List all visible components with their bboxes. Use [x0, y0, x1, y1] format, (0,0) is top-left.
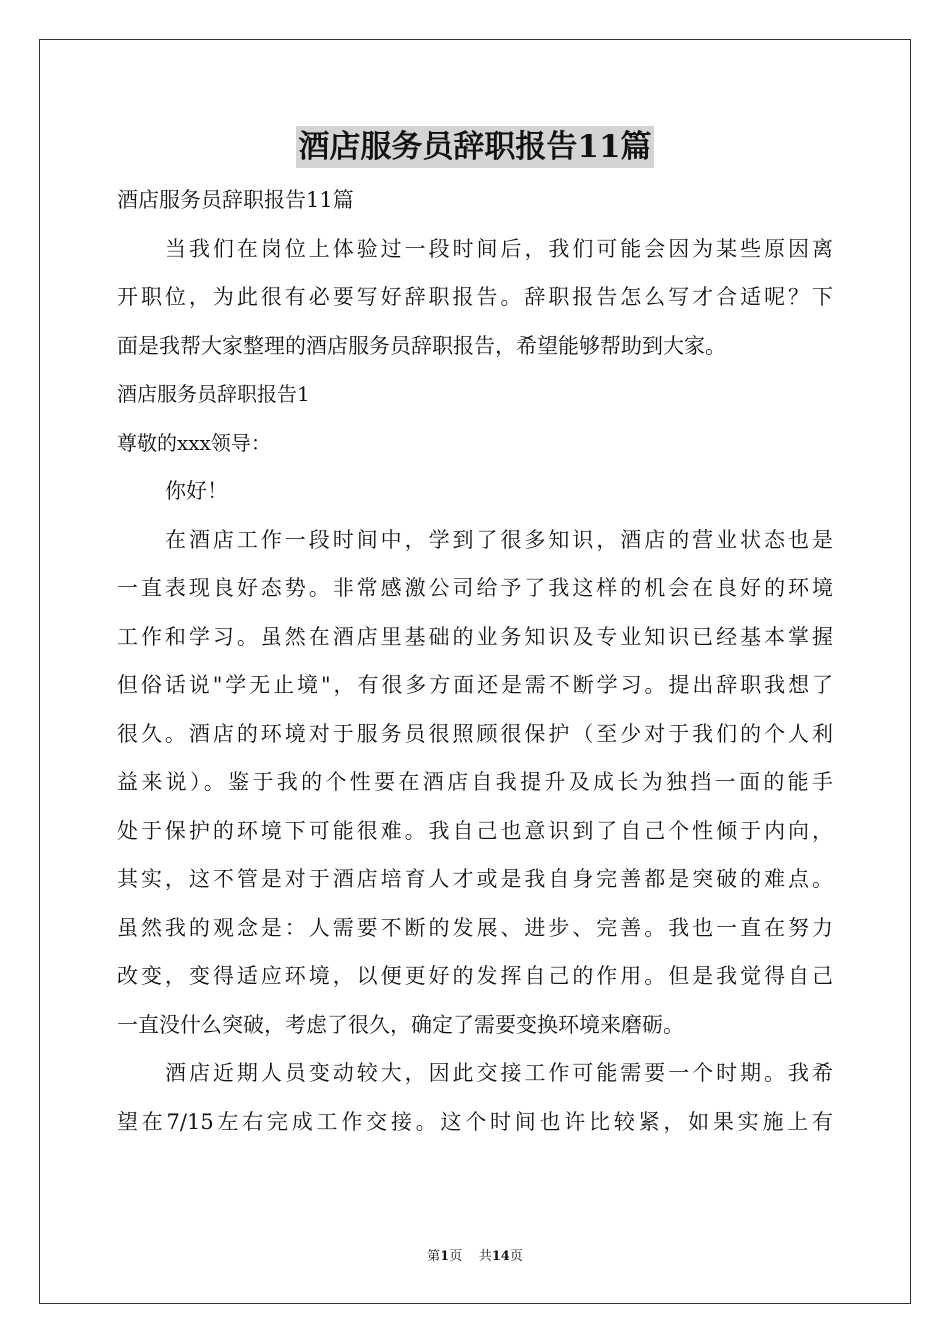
document-body — [117, 176, 833, 1146]
body-line-4: 但俗话说"学无止境"，有很多方面还是需不断学习。提出辞职我想了 — [117, 673, 833, 697]
footer-total-suffix: 页 — [509, 1249, 523, 1264]
footer-page-total: 14 — [491, 1249, 510, 1264]
body-line-13: 望在7/15左右完成工作交接。这个时间也许比较紧，如果实施上有 — [117, 1109, 833, 1134]
section-heading-1: 酒店服务员辞职报告1 — [117, 382, 310, 406]
footer-page-current: 1 — [440, 1249, 450, 1264]
body-line-8: 其实，这不管是对于酒店培育人才或是我自身完善都是突破的难点。 — [117, 867, 833, 891]
page-footer — [0, 1245, 950, 1264]
intro-line-1: 当我们在岗位上体验过一段时间后，我们可能会因为某些原因离 — [165, 236, 833, 261]
intro-line-3: 面是我帮大家整理的酒店服务员辞职报告，希望能够帮助到大家。 — [117, 333, 726, 358]
subtitle-line: 酒店服务员辞职报告11篇 — [117, 188, 354, 212]
body-line-6: 益来说）。鉴于我的个性要在酒店自我提升及成长为独挡一面的能手 — [117, 770, 833, 794]
body-line-3: 工作和学习。虽然在酒店里基础的业务知识及专业知识已经基本掌握 — [117, 624, 833, 649]
body-line-5: 很久。酒店的环境对于服务员很照顾很保护（至少对于我们的个人利 — [117, 721, 833, 746]
footer-total-prefix: 共 — [478, 1249, 492, 1264]
intro-line-2: 开职位，为此很有必要写好辞职报告。辞职报告怎么写才合适呢？下 — [117, 285, 833, 309]
body-line-7: 处于保护的环境下可能很难。我自己也意识到了自己个性倾于内向， — [117, 818, 833, 843]
body-line-2: 一直表现良好态势。非常感激公司给予了我这样的机会在良好的环境 — [117, 576, 833, 600]
title-block — [0, 126, 950, 168]
body-line-10: 改变，变得适应环境，以便更好的发挥自己的作用。但是我觉得自己 — [117, 964, 833, 988]
greeting: 你好！ — [165, 479, 228, 503]
body-line-11: 一直没什么突破，考虑了很久，确定了需要变换环境来磨砺。 — [117, 1012, 684, 1037]
document-title: 酒店服务员辞职报告11篇 — [296, 126, 653, 168]
body-line-9: 虽然我的观念是：人需要不断的发展、进步、完善。我也一直在努力 — [117, 915, 833, 940]
salutation: 尊敬的xxx领导： — [117, 430, 271, 455]
footer-page-suffix: 页 — [449, 1249, 463, 1264]
body-line-1: 在酒店工作一段时间中，学到了很多知识，酒店的营业状态也是 — [165, 527, 833, 552]
body-line-12: 酒店近期人员变动较大，因此交接工作可能需要一个时期。我希 — [165, 1061, 833, 1085]
footer-page-prefix: 第 — [427, 1249, 441, 1264]
